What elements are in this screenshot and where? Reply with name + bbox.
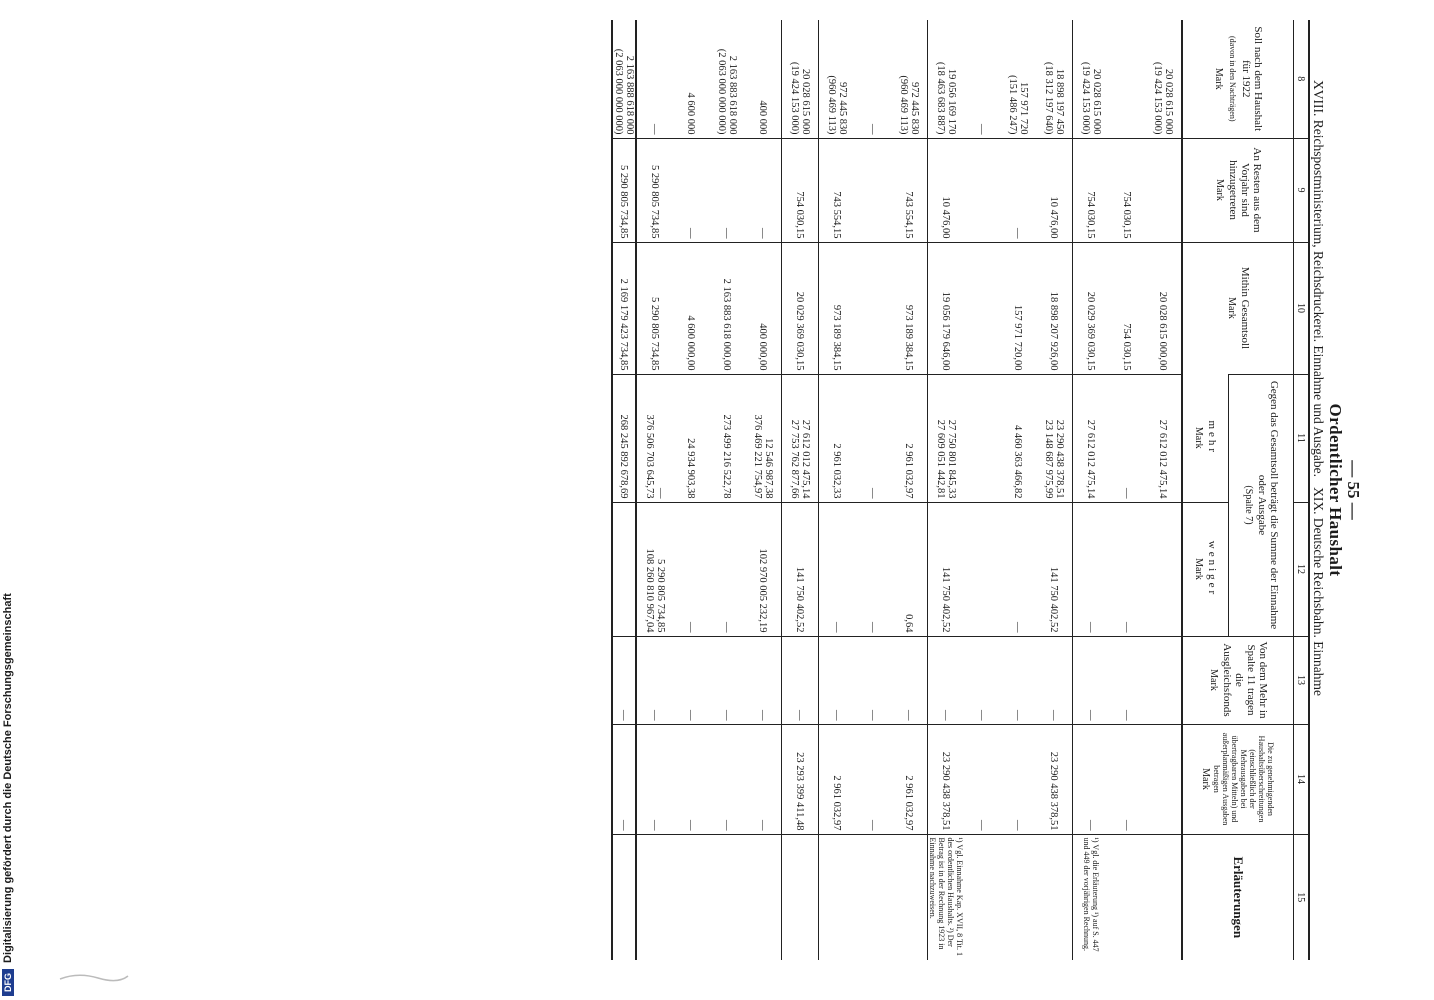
cell-soll [1073, 20, 1110, 138]
cell-soll [745, 20, 782, 138]
cell-reste [855, 138, 891, 242]
soll-sub: (19 424 153 000) [1152, 61, 1163, 135]
cell-mehr: — [855, 374, 891, 502]
cell-ueberschreitungen: — [673, 724, 709, 834]
cell-gesamtsoll [855, 242, 891, 374]
dfg-logo: DFG [2, 969, 14, 996]
cell-soll [964, 20, 1000, 138]
cell-soll [1109, 20, 1145, 138]
table-row [673, 20, 709, 960]
column-header-row [1228, 20, 1293, 960]
table-row [928, 20, 965, 960]
cell-weniger: — [1073, 502, 1110, 636]
unit-c14: Mark [1200, 768, 1211, 790]
mehr-sub: 23 148 687 975,99 [1043, 419, 1054, 499]
table-row [855, 20, 891, 960]
unit-c8: Mark [1213, 67, 1224, 90]
header-mehr: mehr Mark [1182, 374, 1228, 502]
soll-main: 4 600 000 [685, 92, 697, 135]
cell-mehr [745, 374, 782, 502]
soll-main: — [867, 124, 879, 135]
cell-reste: 10 476,00 [1036, 138, 1073, 242]
unit-c9: Mark [1214, 179, 1225, 201]
cell-gesamtsoll: 973 189 384,15 [819, 242, 856, 374]
total-soll-sub: (2 063 000 000 000) [613, 48, 624, 135]
cell-weniger: — [1109, 502, 1145, 636]
col-num-10: 10 [1294, 242, 1310, 374]
digitization-credit [2, 593, 14, 996]
cell-weniger [1145, 502, 1182, 636]
cell-gesamtsoll: 5 290 805 734,85 [636, 242, 673, 374]
cell-mehr: 27 612 012 475,14 [1073, 374, 1110, 502]
col-num-8: 8 [1294, 20, 1310, 138]
header-reste: An Resten aus dem Vorjahr sind hinzugetreten Mark [1182, 138, 1294, 242]
col-num-14: 14 [1294, 724, 1310, 834]
cell-reste: 10 476,00 [928, 138, 965, 242]
cell-weniger: 0,64 [891, 502, 928, 636]
cell-soll [891, 20, 928, 138]
cell-gesamtsoll: 157 971 720,00 [1000, 242, 1036, 374]
mehr-sub: 376 469 221 754,97 [752, 414, 763, 499]
soll-main: 19 056 169 170 [946, 68, 957, 135]
cell-mehr: — [1109, 374, 1145, 502]
total-ausgleichsfonds: — [612, 636, 636, 724]
cell-reste: 5 290 805 734,85 [636, 138, 673, 242]
mehr-main: 12 546 987,38 [763, 438, 774, 499]
cell-ausgleichsfonds: — [636, 636, 673, 724]
soll-sub: (18 312 197 640) [1043, 61, 1054, 135]
cell-ausgleichsfonds: — [782, 636, 819, 724]
total-mehr: 268 245 892 678,69 [612, 374, 636, 502]
cell-ueberschreitungen: 2 961 032,97 [819, 724, 856, 834]
cell-reste: 743 554,15 [891, 138, 928, 242]
cell-ueberschreitungen: 2 961 032,97 [891, 724, 928, 834]
col-num-11: 11 [1294, 374, 1310, 502]
credit-text: Digitalisierung gefördert durch die Deutsche Forschungsgemeinschaft [2, 593, 14, 963]
ledger-page [112, 20, 1362, 960]
col-num-9: 9 [1294, 138, 1310, 242]
cell-mehr [636, 374, 673, 502]
cell-reste: — [1000, 138, 1036, 242]
cell-gesamtsoll: 400 000,00 [745, 242, 782, 374]
cell-ausgleichsfonds: — [1036, 636, 1073, 724]
header-difference: Gegen das Gesamtsoll beträgt die Summe der Einnahme oder Ausgabe (Spalte 7) [1228, 374, 1293, 636]
cell-mehr: 27 612 012 475,14 [1145, 374, 1182, 502]
cell-gesamtsoll: 4 600 000,00 [673, 242, 709, 374]
cell-erlaeuterung [673, 834, 709, 960]
header-gesamtsoll: Mithin Gesamtsoll Mark [1182, 242, 1294, 374]
unit-c12: Mark [1193, 558, 1205, 580]
cell-erlaeuterung [964, 834, 1000, 960]
cell-gesamtsoll: 20 029 369 030,15 [782, 242, 819, 374]
cell-soll [636, 20, 673, 138]
cell-ausgleichsfonds: — [855, 636, 891, 724]
cell-ausgleichsfonds: — [964, 636, 1000, 724]
header-weniger: weniger Mark [1182, 502, 1228, 636]
soll-main: 2 163 883 618 000 [727, 55, 738, 135]
cell-ausgleichsfonds: — [1000, 636, 1036, 724]
cell-ausgleichsfonds: — [928, 636, 965, 724]
header-ausgleichsfonds: Von dem Mehr in Spalte 11 tragen die Ausgleichsfonds Mark [1182, 636, 1294, 724]
mehr-sub: 376 506 703 645,73 [644, 414, 655, 499]
total-soll [612, 20, 636, 138]
cell-weniger: — [1000, 502, 1036, 636]
cell-ueberschreitungen: 23 290 438 378,51 [928, 724, 965, 834]
soll-main: 157 971 720 [1018, 82, 1029, 135]
cell-ueberschreitungen: — [964, 724, 1000, 834]
cell-erlaeuterung [891, 834, 928, 960]
cell-weniger: 141 750 402,52 [928, 502, 965, 636]
col-num-13: 13 [1294, 636, 1310, 724]
cell-reste: — [673, 138, 709, 242]
weniger-main: 5 290 805 734,85 [655, 559, 666, 633]
table-row [819, 20, 856, 960]
mehr-sub: 27 609 051 442,81 [935, 419, 946, 499]
table-row [964, 20, 1000, 960]
cell-soll [819, 20, 856, 138]
cell-soll [709, 20, 745, 138]
table-row [1109, 20, 1145, 960]
cell-ueberschreitungen: — [636, 724, 673, 834]
total-reste: 5 290 805 734,85 [612, 138, 636, 242]
soll-main: — [976, 124, 988, 135]
cell-weniger: — [855, 502, 891, 636]
cell-reste: — [745, 138, 782, 242]
total-weniger [612, 502, 636, 636]
cell-gesamtsoll: 20 029 369 030,15 [1073, 242, 1110, 374]
cell-reste: 754 030,15 [782, 138, 819, 242]
cell-erlaeuterung [1000, 834, 1036, 960]
cell-erlaeuterung [1036, 834, 1073, 960]
margin-smudge [58, 970, 130, 984]
unit-c10: Mark [1226, 297, 1237, 319]
cell-erlaeuterung: ¹) Vgl. die Erläuterung ¹) auf S. 447 und 449 der vorjährigen Rechnung. [1073, 834, 1110, 960]
cell-ausgleichsfonds: — [1109, 636, 1145, 724]
total-soll-main: 2 163 888 618 000 [624, 55, 635, 135]
mehr-main: — [655, 488, 666, 499]
cell-gesamtsoll: 20 028 615 000,00 [1145, 242, 1182, 374]
cell-ausgleichsfonds: — [709, 636, 745, 724]
cell-soll [1145, 20, 1182, 138]
weniger-sub: 108 260 810 967,04 [644, 548, 655, 633]
cell-reste: 754 030,15 [1073, 138, 1110, 242]
book-title: Ordentlicher Haushalt [1326, 403, 1345, 577]
table-row [709, 20, 745, 960]
cell-reste [964, 138, 1000, 242]
cell-erlaeuterung [782, 834, 819, 960]
cell-soll [855, 20, 891, 138]
table-row [1073, 20, 1110, 960]
section-titles [1310, 20, 1326, 960]
cell-weniger: 141 750 402,52 [782, 502, 819, 636]
total-erlaeuterung [612, 834, 636, 960]
left-section-title: XVIII. Reichspostministerium, Reichsdruckerei. Einnahme und Ausgabe. [1311, 80, 1326, 478]
page-number: — 55 — [1344, 460, 1363, 520]
table-row [1000, 20, 1036, 960]
mehr-main: 23 290 438 378,51 [1054, 419, 1065, 499]
cell-ausgleichsfonds: — [1073, 636, 1110, 724]
table-row [745, 20, 782, 960]
cell-soll [1036, 20, 1073, 138]
cell-ueberschreitungen: — [1109, 724, 1145, 834]
cell-erlaeuterung [745, 834, 782, 960]
cell-mehr [782, 374, 819, 502]
cell-mehr: 4 460 363 466,82 [1000, 374, 1036, 502]
total-row [612, 20, 636, 960]
cell-erlaeuterung [819, 834, 856, 960]
cell-erlaeuterung: ¹) Vgl. Einnahme Kap. XVII, 8 Tit. 1 des ordentlichen Haushalts. ²) Der Betrag ist in der Rechnung 1923 in Einnahme nachzuweisen. [928, 834, 965, 960]
cell-reste [1145, 138, 1182, 242]
total-ueberschreitungen: — [612, 724, 636, 834]
mehr-main: 27 750 801 845,33 [946, 419, 957, 499]
cell-weniger: 141 750 402,52 [1036, 502, 1073, 636]
cell-ueberschreitungen: — [1000, 724, 1036, 834]
header-erlaeuterungen: Erläuterungen [1182, 834, 1294, 960]
cell-erlaeuterung [855, 834, 891, 960]
cell-mehr: 2 961 032,97 [891, 374, 928, 502]
cell-erlaeuterung [1145, 834, 1182, 960]
cell-mehr: 24 934 903,38 [673, 374, 709, 502]
cell-ueberschreitungen [1145, 724, 1182, 834]
soll-main: 20 028 615 000 [800, 68, 811, 135]
cell-erlaeuterung [709, 834, 745, 960]
soll-sub: (960 469 113) [898, 75, 909, 135]
cell-erlaeuterung [636, 834, 673, 960]
cell-soll [673, 20, 709, 138]
cell-weniger [636, 502, 673, 636]
cell-soll [782, 20, 819, 138]
cell-ueberschreitungen: 23 290 438 378,51 [1036, 724, 1073, 834]
cell-mehr: 2 961 032,33 [819, 374, 856, 502]
cell-ueberschreitungen: — [855, 724, 891, 834]
col-num-15: 15 [1294, 834, 1310, 960]
soll-main: 972 445 830 [837, 82, 848, 135]
cell-ueberschreitungen: — [709, 724, 745, 834]
cell-gesamtsoll: 973 189 384,15 [891, 242, 928, 374]
ledger-table [611, 20, 1310, 960]
cell-weniger: 102 970 005 232,19 [745, 502, 782, 636]
soll-sub: (19 424 153 000) [1080, 61, 1091, 135]
mehr-main: 27 612 012 475,14 [800, 419, 811, 499]
soll-main: 20 028 615 000 [1091, 68, 1102, 135]
cell-mehr [964, 374, 1000, 502]
cell-ueberschreitungen: — [745, 724, 782, 834]
unit-c13: Mark [1208, 669, 1219, 691]
soll-main: — [649, 124, 661, 135]
header-soll: Soll nach dem Haushalt für 1922 (davon in den Nachträgen) Mark [1182, 20, 1294, 138]
soll-main: 18 898 197 450 [1054, 68, 1065, 135]
cell-ausgleichsfonds [1145, 636, 1182, 724]
cell-reste: — [709, 138, 745, 242]
column-number-row [1294, 20, 1310, 960]
total-gesamtsoll: 2 169 179 423 734,85 [612, 242, 636, 374]
table-row [891, 20, 928, 960]
soll-sub: (151 486 247) [1007, 75, 1018, 135]
table-row [782, 20, 819, 960]
ledger-rows [612, 20, 1182, 960]
soll-sub: (18 463 683 887) [935, 61, 946, 135]
cell-weniger: — [673, 502, 709, 636]
cell-mehr [1036, 374, 1073, 502]
cell-gesamtsoll [964, 242, 1000, 374]
cell-weniger: — [709, 502, 745, 636]
cell-gesamtsoll: 18 898 207 926,00 [1036, 242, 1073, 374]
cell-ausgleichsfonds: — [673, 636, 709, 724]
soll-main: 20 028 615 000 [1163, 68, 1174, 135]
soll-sub: (960 469 113) [826, 75, 837, 135]
cell-reste: 754 030,15 [1109, 138, 1145, 242]
cell-soll [928, 20, 965, 138]
mehr-sub: 27 753 762 877,66 [789, 419, 800, 499]
soll-main: 400 000 [757, 100, 769, 135]
soll-sub: (2 063 000 000 000) [716, 48, 727, 135]
soll-sub: (19 424 153 000) [789, 61, 800, 135]
cell-ausgleichsfonds: — [819, 636, 856, 724]
cell-gesamtsoll: 754 030,15 [1109, 242, 1145, 374]
unit-c11: Mark [1193, 426, 1205, 449]
table-row [1036, 20, 1073, 960]
cell-ueberschreitungen: — [1073, 724, 1110, 834]
cell-mehr [928, 374, 965, 502]
header-ueberschreitungen: Die zu genehmigenden Haushaltsüberschreitungen (einschließlich der Mehrausgaben bei übertragbaren Mitteln) und außerplanmäßigen Ausgaben betragen Mark [1182, 724, 1294, 834]
table-row [1145, 20, 1182, 960]
cell-reste: 743 554,15 [819, 138, 856, 242]
cell-gesamtsoll: 19 056 179 646,00 [928, 242, 965, 374]
cell-mehr: 273 499 216 522,78 [709, 374, 745, 502]
cell-weniger [964, 502, 1000, 636]
cell-erlaeuterung [1109, 834, 1145, 960]
soll-main: 972 445 830 [909, 82, 920, 135]
cell-ausgleichsfonds: — [891, 636, 928, 724]
table-row [636, 20, 673, 960]
page-header [1310, 20, 1362, 960]
cell-ausgleichsfonds: — [745, 636, 782, 724]
cell-ueberschreitungen: 23 293 399 411,48 [782, 724, 819, 834]
col-num-12: 12 [1294, 502, 1310, 636]
cell-soll [1000, 20, 1036, 138]
right-section-title: XIX. Deutsche Reichsbahn. Einnahme [1311, 487, 1326, 696]
cell-gesamtsoll: 2 163 883 618 000,00 [709, 242, 745, 374]
cell-weniger: — [819, 502, 856, 636]
